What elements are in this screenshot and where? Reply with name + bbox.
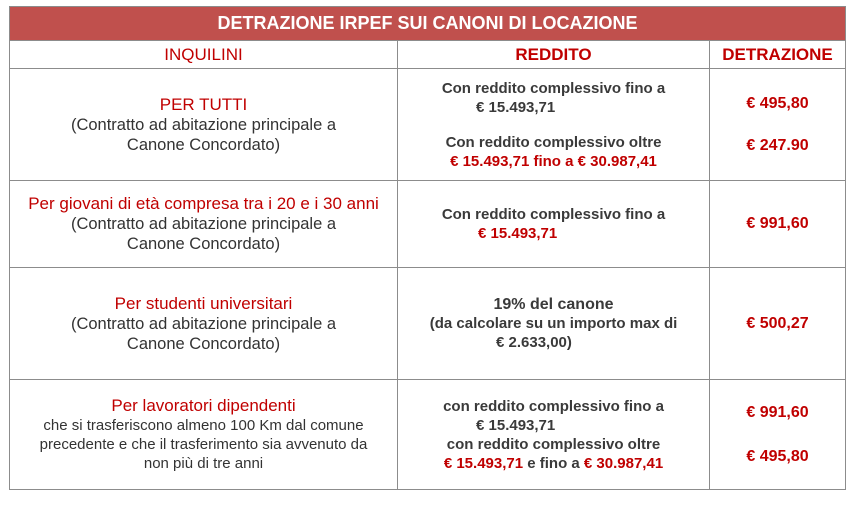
- reddito-cell: [398, 181, 710, 268]
- inquilini-line: precedente e che il trasferimento sia avvenuto da: [39, 436, 368, 453]
- reddito-text: Con reddito complessivo fino a: [441, 206, 666, 223]
- detrazione-cell: [710, 380, 846, 490]
- inquilini-line: che si trasferiscono almeno 100 Km dal comune: [43, 417, 364, 434]
- reddito-amount: € 15.493,71: [476, 416, 556, 434]
- inquilini-line: (Contratto ad abitazione principale a: [70, 215, 337, 233]
- reddito-amount-line: [398, 454, 709, 473]
- reddito-cell: [398, 268, 710, 380]
- inquilini-line: Canone Concordato): [126, 334, 281, 353]
- reddito-note: € 2.633,00): [496, 334, 572, 351]
- inquilini-line: (Contratto ad abitazione principale a: [70, 115, 337, 134]
- inquilini-line: Canone Concordato): [126, 135, 281, 154]
- detrazione-table: [9, 6, 846, 490]
- reddito-amount: € 15.493,71: [478, 225, 558, 242]
- detrazione-cell: [710, 268, 846, 380]
- reddito-note: (da calcolare su un importo max di: [429, 315, 678, 332]
- reddito-text: con reddito complessivo fino a: [443, 397, 664, 415]
- reddito-text: Con reddito complessivo oltre: [445, 133, 662, 151]
- inquilini-cell: [10, 181, 398, 268]
- inquilini-cell: [10, 380, 398, 490]
- reddito-cell: [398, 380, 710, 490]
- inquilini-title: Per studenti universitari: [114, 293, 293, 313]
- reddito-connector: e fino a: [523, 454, 584, 472]
- table-row: [10, 181, 846, 268]
- reddito-amount: € 30.987,41: [583, 454, 664, 472]
- inquilini-title: Per giovani di età compresa tra i 20 e i 30 anni: [28, 194, 379, 213]
- detrazione-value: € 991,60: [746, 403, 809, 421]
- inquilini-line: Canone Concordato): [126, 235, 281, 253]
- detrazione-value: € 495,80: [746, 447, 809, 465]
- inquilini-title: Per lavoratori dipendenti: [111, 396, 296, 415]
- inquilini-cell: [10, 69, 398, 181]
- reddito-text: con reddito complessivo oltre: [446, 435, 661, 453]
- detrazione-value: € 991,60: [746, 215, 809, 232]
- detrazione-value: € 500,27: [746, 314, 809, 332]
- reddito-amount: € 15.493,71 fino a € 30.987,41: [450, 152, 657, 170]
- inquilini-line: non più di tre anni: [143, 455, 264, 472]
- reddito-cell: [398, 69, 710, 181]
- table-row: [10, 69, 846, 181]
- detrazione-value: € 247.90: [746, 136, 809, 154]
- inquilini-line: (Contratto ad abitazione principale a: [70, 314, 337, 333]
- detrazione-cell: [710, 69, 846, 181]
- table-row: [10, 380, 846, 490]
- detrazione-cell: [710, 181, 846, 268]
- reddito-amount: € 15.493,71: [443, 454, 524, 472]
- reddito-text: Con reddito complessivo fino a: [441, 79, 666, 97]
- inquilini-cell: [10, 268, 398, 380]
- detrazione-value: € 495,80: [746, 94, 809, 112]
- inquilini-title: PER TUTTI: [159, 94, 248, 114]
- header-detrazione: DETRAZIONE: [710, 41, 846, 69]
- header-reddito: REDDITO: [398, 41, 710, 69]
- header-inquilini: INQUILINI: [10, 41, 398, 69]
- table-row: [10, 268, 846, 380]
- header-row: [10, 41, 846, 69]
- table-title: DETRAZIONE IRPEF SUI CANONI DI LOCAZIONE: [10, 7, 846, 41]
- reddito-text: 19% del canone: [493, 296, 614, 313]
- reddito-amount: € 15.493,71: [476, 98, 556, 116]
